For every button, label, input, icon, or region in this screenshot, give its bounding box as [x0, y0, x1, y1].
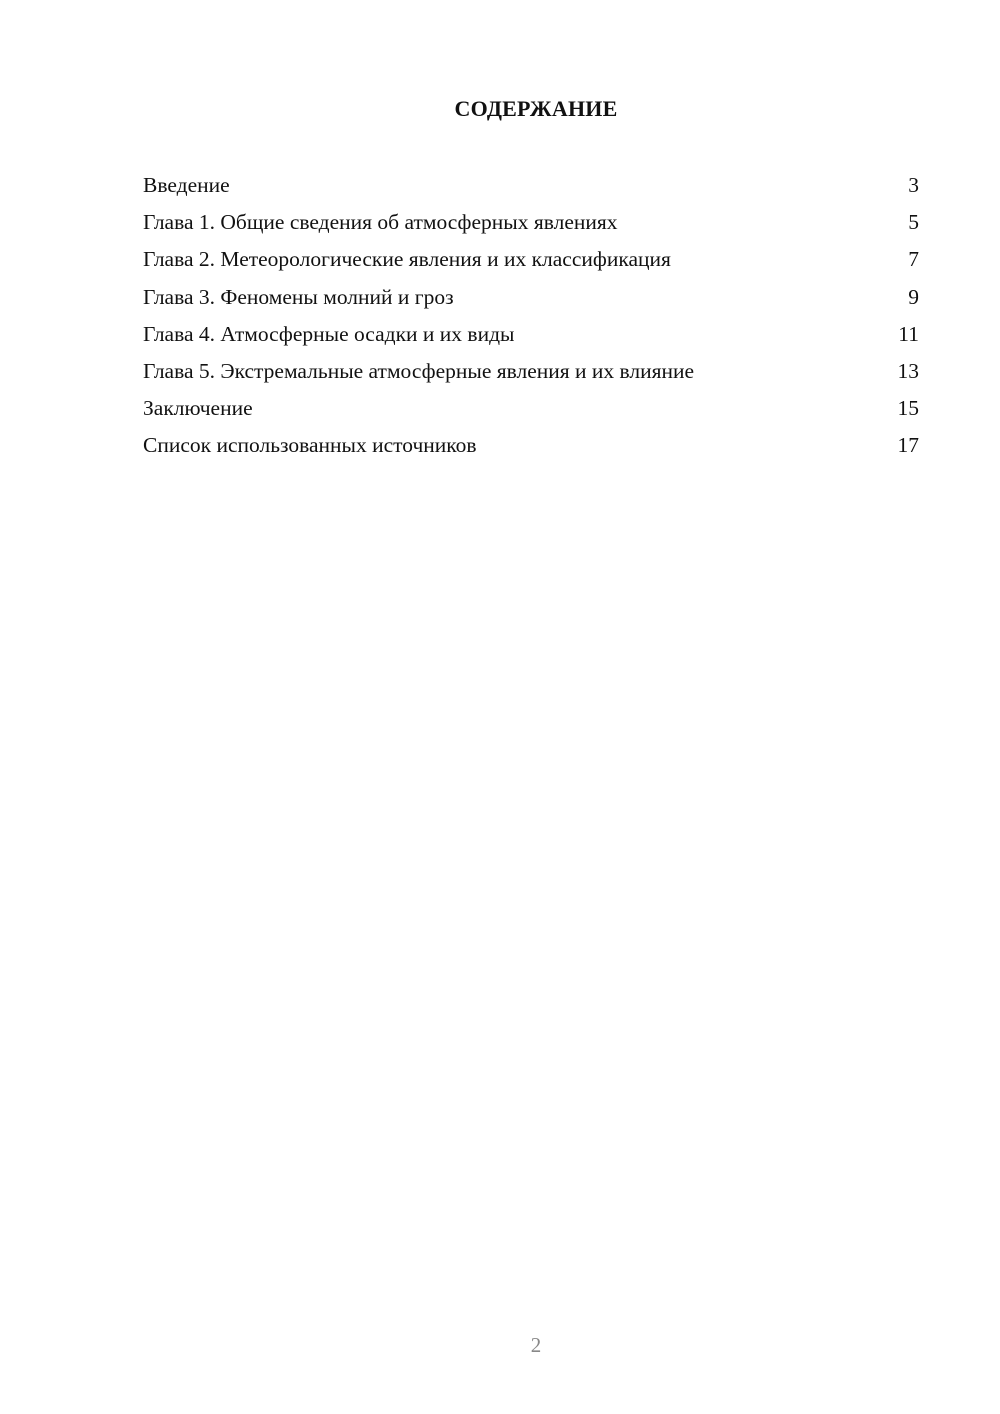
toc-entry-page: 15: [897, 396, 919, 421]
page-number: 2: [530, 1333, 542, 1357]
toc-entry-label: Глава 2. Метеорологические явления и их классификация: [143, 247, 671, 272]
toc-entry: [143, 208, 919, 245]
toc-entry-page: 9: [908, 284, 919, 309]
toc-entry-label: Глава 1. Общие сведения об атмосферных явлениях: [143, 210, 618, 235]
toc-entry-label: Заключение: [143, 396, 253, 421]
toc-entry-page: 3: [908, 173, 919, 197]
toc-entry: [143, 431, 919, 468]
toc-entry-page: 11: [898, 321, 919, 346]
toc-entry: [143, 283, 919, 320]
toc-entry: [143, 320, 919, 357]
toc-entry-page: 13: [897, 358, 919, 383]
page-title: СОДЕРЖАНИЕ: [454, 96, 618, 121]
toc-entry: [143, 357, 919, 394]
toc-entry-label: Список использованных источников: [143, 433, 477, 458]
toc-entry-label: Глава 5. Экстремальные атмосферные явления и их влияние: [143, 358, 695, 383]
toc-entry-label: Введение: [143, 173, 230, 197]
toc-entry-page: 5: [908, 210, 919, 235]
toc-entry: [143, 394, 919, 431]
toc-entry-page: 17: [897, 433, 919, 458]
table-of-contents: [143, 171, 919, 469]
toc-entry-label: Глава 4. Атмосферные осадки и их виды: [143, 321, 515, 346]
toc-entry-label: Глава 3. Феномены молний и гроз: [143, 284, 454, 309]
toc-entry: [143, 245, 919, 282]
toc-entry: [143, 171, 919, 208]
toc-entry-page: 7: [908, 247, 919, 272]
